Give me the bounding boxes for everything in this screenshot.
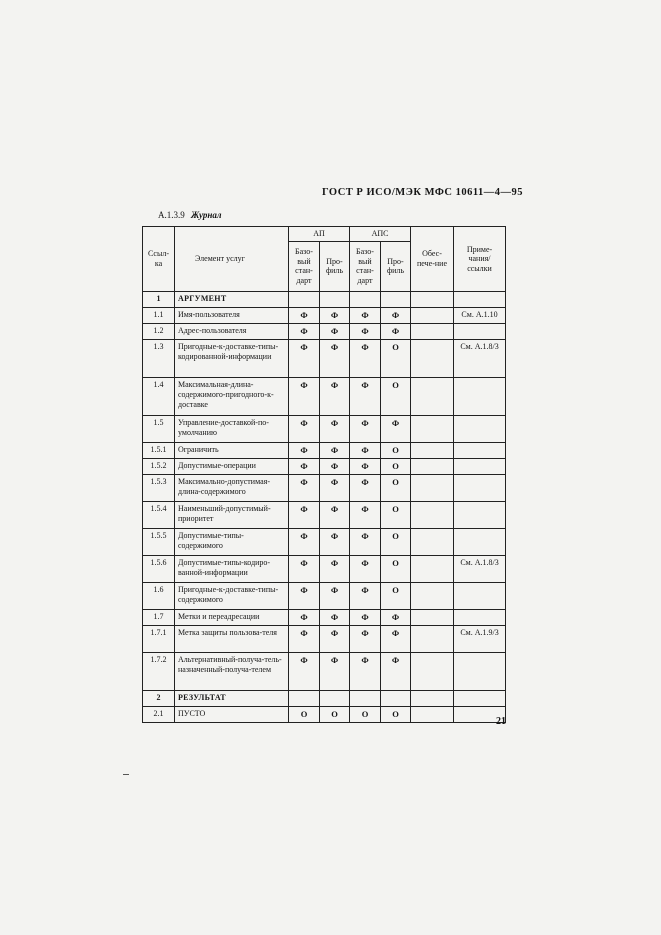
row-aps-basic: Ф xyxy=(350,458,381,474)
row-ref: 2 xyxy=(143,690,175,706)
table-body xyxy=(143,291,506,722)
row-notes xyxy=(454,528,506,555)
row-aps-profile xyxy=(381,690,411,706)
row-ap-basic: Ф xyxy=(289,609,320,625)
table-row xyxy=(143,625,506,652)
row-notes xyxy=(454,652,506,690)
row-ref: 1.2 xyxy=(143,323,175,339)
col-header-ap-basic: Базо-вый стан-дарт xyxy=(289,241,320,291)
table-row xyxy=(143,555,506,582)
row-ap-basic: Ф xyxy=(289,625,320,652)
row-ap-profile: Ф xyxy=(320,528,350,555)
row-ref: 1.7 xyxy=(143,609,175,625)
row-support xyxy=(411,706,454,722)
row-ref: 1.1 xyxy=(143,307,175,323)
row-ap-basic: О xyxy=(289,706,320,722)
col-header-ap-profile: Про-филь xyxy=(320,241,350,291)
row-aps-basic: Ф xyxy=(350,625,381,652)
row-ap-profile: Ф xyxy=(320,652,350,690)
row-aps-basic: Ф xyxy=(350,474,381,501)
row-notes xyxy=(454,474,506,501)
row-notes: См. А.1.8/3 xyxy=(454,339,506,377)
col-header-aps: АПС xyxy=(350,227,411,242)
row-support xyxy=(411,625,454,652)
row-ap-profile: Ф xyxy=(320,415,350,442)
row-ref: 1.5.1 xyxy=(143,442,175,458)
row-notes xyxy=(454,609,506,625)
row-aps-profile xyxy=(381,291,411,307)
row-aps-basic: Ф xyxy=(350,415,381,442)
section-number: А.1.3.9 xyxy=(158,210,185,220)
row-aps-basic xyxy=(350,291,381,307)
row-notes xyxy=(454,442,506,458)
row-support xyxy=(411,339,454,377)
row-aps-profile: О xyxy=(381,442,411,458)
row-support xyxy=(411,307,454,323)
row-element: Ограничить xyxy=(175,442,289,458)
row-ap-profile: Ф xyxy=(320,339,350,377)
row-ap-basic: Ф xyxy=(289,307,320,323)
row-aps-profile: Ф xyxy=(381,307,411,323)
table-row xyxy=(143,652,506,690)
row-element: РЕЗУЛЬТАТ xyxy=(175,690,289,706)
row-ref: 1 xyxy=(143,291,175,307)
row-ref: 1.5.2 xyxy=(143,458,175,474)
row-element: Пригодные-к-доставке-типы-кодированной-информации xyxy=(175,339,289,377)
row-support xyxy=(411,474,454,501)
row-support xyxy=(411,442,454,458)
row-ap-basic: Ф xyxy=(289,474,320,501)
row-ref: 1.6 xyxy=(143,582,175,609)
row-notes xyxy=(454,377,506,415)
row-ref: 1.5.6 xyxy=(143,555,175,582)
row-element: Пригодные-к-доставке-типы-содержимого xyxy=(175,582,289,609)
row-aps-basic xyxy=(350,690,381,706)
row-element: АРГУМЕНТ xyxy=(175,291,289,307)
row-support xyxy=(411,458,454,474)
row-support xyxy=(411,690,454,706)
row-ap-basic: Ф xyxy=(289,652,320,690)
row-ap-profile: Ф xyxy=(320,458,350,474)
row-aps-profile: Ф xyxy=(381,323,411,339)
specification-table xyxy=(142,226,506,723)
row-ap-basic: Ф xyxy=(289,323,320,339)
row-ap-profile: Ф xyxy=(320,555,350,582)
row-aps-basic: Ф xyxy=(350,652,381,690)
row-ap-profile: Ф xyxy=(320,582,350,609)
row-aps-basic: Ф xyxy=(350,555,381,582)
page-number: 21 xyxy=(496,716,506,727)
row-aps-profile: О xyxy=(381,377,411,415)
row-ap-profile: Ф xyxy=(320,442,350,458)
row-support xyxy=(411,323,454,339)
table-row xyxy=(143,609,506,625)
col-header-aps-profile: Про-филь xyxy=(381,241,411,291)
row-aps-basic: Ф xyxy=(350,528,381,555)
row-support xyxy=(411,652,454,690)
row-support xyxy=(411,291,454,307)
row-aps-basic: Ф xyxy=(350,609,381,625)
row-notes xyxy=(454,690,506,706)
row-aps-profile: Ф xyxy=(381,652,411,690)
row-aps-profile: О xyxy=(381,528,411,555)
row-ap-basic xyxy=(289,291,320,307)
row-ap-basic: Ф xyxy=(289,582,320,609)
section-name: Журнал xyxy=(191,210,222,220)
row-element: Управление-доставкой-по-умолчанию xyxy=(175,415,289,442)
row-support xyxy=(411,582,454,609)
row-ap-profile: О xyxy=(320,706,350,722)
row-ref: 1.4 xyxy=(143,377,175,415)
document-header: ГОСТ Р ИСО/МЭК МФС 10611—4—95 xyxy=(322,187,523,198)
table-row xyxy=(143,339,506,377)
row-aps-profile: О xyxy=(381,706,411,722)
row-aps-profile: О xyxy=(381,339,411,377)
row-notes xyxy=(454,323,506,339)
section-title xyxy=(158,210,222,220)
table-row xyxy=(143,706,506,722)
row-ap-profile: Ф xyxy=(320,625,350,652)
table-row xyxy=(143,323,506,339)
row-aps-profile: О xyxy=(381,582,411,609)
row-notes xyxy=(454,415,506,442)
row-aps-profile: Ф xyxy=(381,609,411,625)
row-element: Допустимые-операции xyxy=(175,458,289,474)
row-support xyxy=(411,555,454,582)
row-notes xyxy=(454,291,506,307)
row-ref: 2.1 xyxy=(143,706,175,722)
row-aps-profile: О xyxy=(381,474,411,501)
row-ref: 1.5.5 xyxy=(143,528,175,555)
row-notes xyxy=(454,458,506,474)
table-row xyxy=(143,690,506,706)
row-aps-profile: О xyxy=(381,458,411,474)
row-ap-profile: Ф xyxy=(320,307,350,323)
row-ap-basic: Ф xyxy=(289,528,320,555)
row-support xyxy=(411,415,454,442)
row-aps-basic: Ф xyxy=(350,307,381,323)
row-element: Максимальнo-допустимая-длина-содержимого xyxy=(175,474,289,501)
row-ap-basic: Ф xyxy=(289,555,320,582)
table-row xyxy=(143,377,506,415)
row-ap-profile: Ф xyxy=(320,474,350,501)
row-element: Альтернативный-получа-тель-назначенный-получа-телем xyxy=(175,652,289,690)
row-notes xyxy=(454,582,506,609)
table-row xyxy=(143,474,506,501)
row-aps-profile: Ф xyxy=(381,415,411,442)
row-support xyxy=(411,377,454,415)
col-header-ap: АП xyxy=(289,227,350,242)
row-ap-basic: Ф xyxy=(289,339,320,377)
table-row xyxy=(143,528,506,555)
row-ap-basic xyxy=(289,690,320,706)
table-row xyxy=(143,582,506,609)
row-ap-profile: Ф xyxy=(320,377,350,415)
row-ap-basic: Ф xyxy=(289,415,320,442)
row-support xyxy=(411,528,454,555)
row-support xyxy=(411,609,454,625)
row-notes: См. А.1.10 xyxy=(454,307,506,323)
row-notes: См. А.1.8/3 xyxy=(454,555,506,582)
row-notes xyxy=(454,501,506,528)
row-ap-basic: Ф xyxy=(289,442,320,458)
col-header-aps-basic: Базо-вый стан-дарт xyxy=(350,241,381,291)
row-aps-profile: О xyxy=(381,555,411,582)
row-aps-basic: Ф xyxy=(350,582,381,609)
row-aps-basic: Ф xyxy=(350,339,381,377)
row-ref: 1.3 xyxy=(143,339,175,377)
row-ap-basic: Ф xyxy=(289,458,320,474)
row-ap-basic: Ф xyxy=(289,501,320,528)
row-ref: 1.7.1 xyxy=(143,625,175,652)
table-row xyxy=(143,458,506,474)
table-row xyxy=(143,415,506,442)
row-aps-basic: Ф xyxy=(350,501,381,528)
row-element: Метки и переадресации xyxy=(175,609,289,625)
row-element: ПУСТО xyxy=(175,706,289,722)
row-element: Наименьший-допустимый-приоритет xyxy=(175,501,289,528)
row-ref: 1.7.2 xyxy=(143,652,175,690)
row-support xyxy=(411,501,454,528)
row-element: Максимальная-длина-содержимого-пригодного-к-доставке xyxy=(175,377,289,415)
row-ref: 1.5.3 xyxy=(143,474,175,501)
row-element: Допустимые-типы-содержимого xyxy=(175,528,289,555)
row-element: Имя-пользователя xyxy=(175,307,289,323)
row-aps-basic: О xyxy=(350,706,381,722)
row-element: Адрес-пользователя xyxy=(175,323,289,339)
table-row xyxy=(143,291,506,307)
row-ap-profile: Ф xyxy=(320,323,350,339)
row-aps-profile: О xyxy=(381,501,411,528)
row-ref: 1.5.4 xyxy=(143,501,175,528)
col-header-support: Обес-пече-ние xyxy=(411,227,454,292)
row-aps-basic: Ф xyxy=(350,323,381,339)
row-element: Метка защиты пользова-теля xyxy=(175,625,289,652)
col-header-element: Элемент услуг xyxy=(175,227,289,292)
row-aps-basic: Ф xyxy=(350,442,381,458)
row-ref: 1.5 xyxy=(143,415,175,442)
table-row xyxy=(143,307,506,323)
row-ap-basic: Ф xyxy=(289,377,320,415)
row-aps-profile: Ф xyxy=(381,625,411,652)
col-header-ref: Ссыл-ка xyxy=(143,227,175,292)
table-row xyxy=(143,442,506,458)
row-aps-basic: Ф xyxy=(350,377,381,415)
row-ap-profile xyxy=(320,690,350,706)
row-notes: См. А.1.9/3 xyxy=(454,625,506,652)
row-element: Допустимые-типы-кодиро-ванной-информации xyxy=(175,555,289,582)
col-header-notes: Приме-чания/ ссылки xyxy=(454,227,506,292)
table-row xyxy=(143,501,506,528)
row-ap-profile: Ф xyxy=(320,609,350,625)
margin-mark xyxy=(123,774,129,775)
row-ap-profile: Ф xyxy=(320,501,350,528)
row-ap-profile xyxy=(320,291,350,307)
